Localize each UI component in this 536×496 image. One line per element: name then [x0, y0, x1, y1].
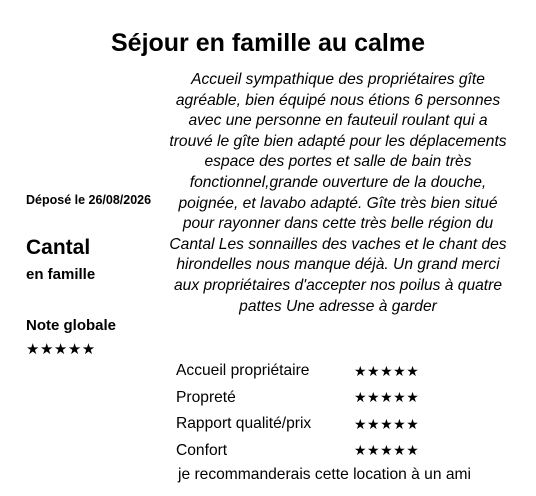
rating-label: Accueil propriétaire	[176, 362, 310, 380]
rating-stars: ★★★★★	[354, 389, 420, 406]
overall-rating-stars: ★★★★★	[26, 341, 96, 358]
overall-rating-label: Note globale	[26, 317, 117, 334]
rating-label: Confort	[176, 441, 228, 459]
review-title: Séjour en famille au calme	[110, 29, 425, 57]
rating-row-proprete	[176, 385, 436, 412]
rating-row-confort	[176, 438, 436, 465]
rating-label: Propreté	[176, 388, 236, 406]
recommendation-text: je recommanderais cette location à un ami	[178, 466, 471, 483]
rating-row-rapport-qualite-prix	[176, 411, 436, 438]
posted-date: Déposé le 26/08/2026	[26, 193, 152, 207]
rating-stars: ★★★★★	[354, 442, 420, 459]
review-text: Accueil sympathique des propriétaires gîte agréable, bien équipé nous étions 6 personnes avec une personne en fauteuil roulant qui a trouvé le gîte bien adapté pour les déplacements espace des portes et salle de bain très fonctionnel,grande ouverture de la douche, poignée, et lavabo adapté. Gîte très bien situé pour rayonner dans cette très belle région du Cantal Les sonnailles des vaches et le chant des hirondelles nous manque déjà. Un grand merci aux propriétaires d'accepter nos poilus à quatre pattes Une adresse à garder	[169, 71, 507, 315]
rating-label: Rapport qualité/prix	[176, 415, 312, 433]
rating-row-accueil	[176, 358, 436, 385]
ratings-list	[176, 358, 436, 464]
travel-type: en famille	[26, 266, 96, 283]
region-name: Cantal	[26, 236, 91, 259]
rating-stars: ★★★★★	[354, 415, 420, 432]
rating-stars: ★★★★★	[354, 362, 420, 379]
